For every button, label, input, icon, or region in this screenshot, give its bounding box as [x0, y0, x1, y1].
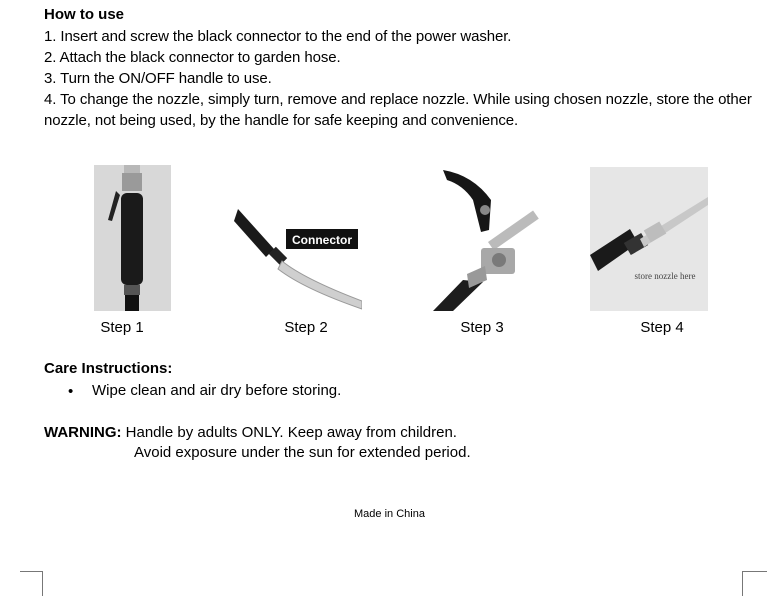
instruction-step: 4. To change the nozzle, simply turn, remove and replace nozzle. While using chosen nozzle, store the other nozzle, not being used, by the handle for safe keeping and convenience.	[44, 91, 752, 129]
warning-line	[44, 424, 457, 441]
step-3-caption: Step 3	[460, 319, 504, 336]
step-2-photo	[234, 199, 362, 311]
bullet: •	[68, 383, 74, 400]
warning-text-continued: Avoid exposure under the sun for extended period.	[134, 444, 471, 461]
crop-mark-left	[20, 571, 43, 596]
instruction-step: 2. Attach the black connector to garden hose.	[44, 49, 341, 66]
instruction-step: 3. Turn the ON/OFF handle to use.	[44, 70, 272, 87]
store-nozzle-label: store nozzle here	[634, 271, 696, 281]
crop-mark-right	[742, 571, 767, 596]
made-in-label: Made in China	[354, 508, 425, 520]
instructions-list	[44, 26, 754, 131]
care-instructions-heading: Care Instructions:	[44, 360, 173, 377]
step-2-caption: Step 2	[284, 319, 328, 336]
care-item: Wipe clean and air dry before storing.	[92, 382, 342, 399]
step-1-caption: Step 1	[100, 319, 144, 336]
step-4-caption: Step 4	[640, 319, 684, 336]
step-4-photo	[590, 167, 708, 311]
warning-label: WARNING:	[44, 424, 122, 441]
warning-text: Handle by adults ONLY. Keep away from children.	[121, 424, 457, 441]
instruction-step: 1. Insert and screw the black connector to the end of the power washer.	[44, 28, 512, 45]
how-to-use-heading: How to use	[44, 6, 125, 23]
step-3-photo	[433, 170, 543, 311]
connector-label: Connector	[292, 233, 352, 247]
step-1-photo	[94, 165, 171, 311]
